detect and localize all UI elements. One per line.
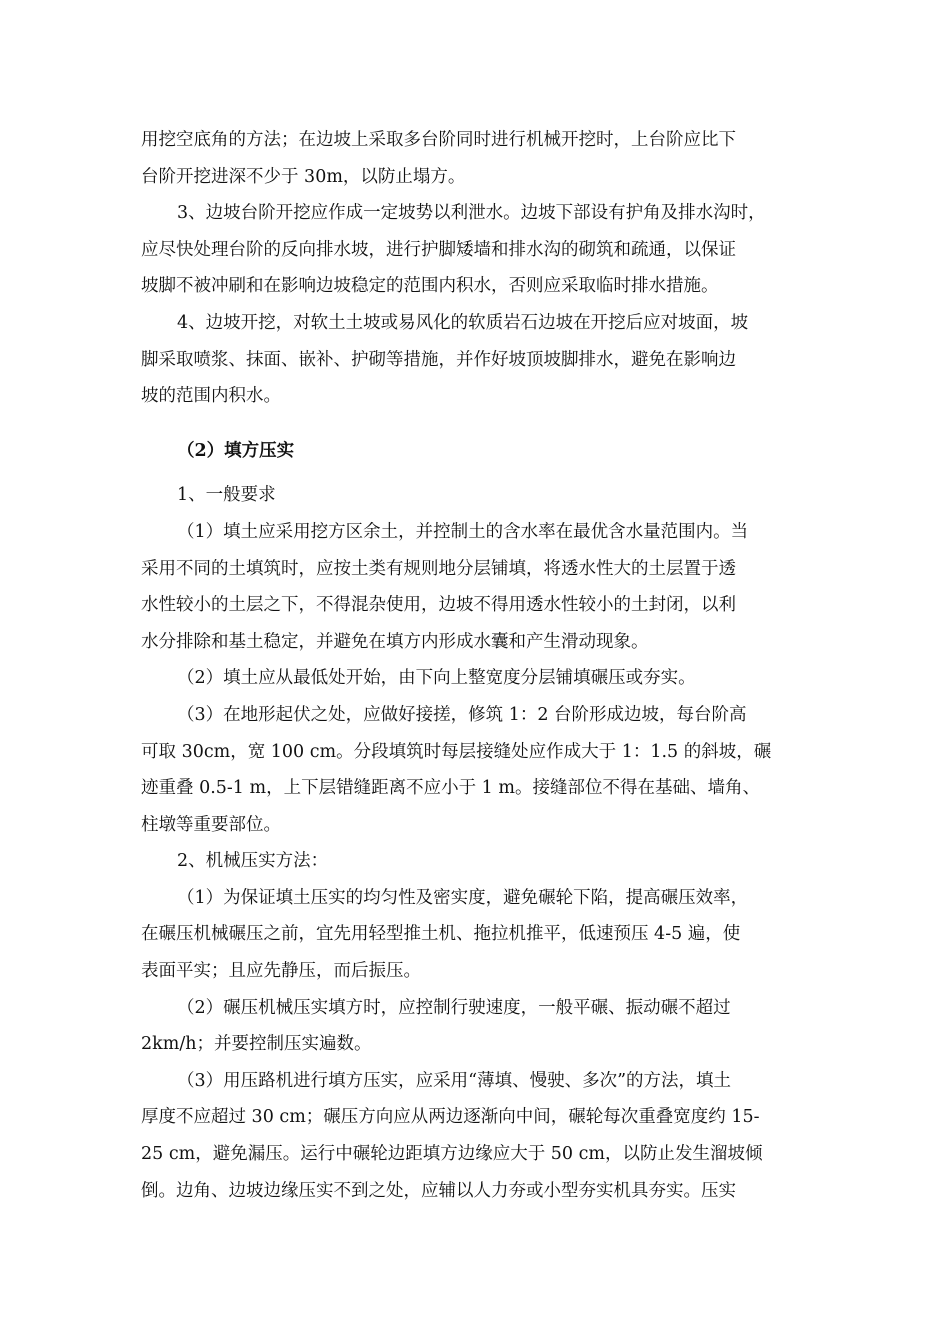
text-line: （3）在地形起伏之处，应做好接搓，修筑 1：2 台阶形成边坡，每台阶高: [177, 704, 747, 725]
text-line: 3、边坡台阶开挖应作成一定坡势以利泄水。边坡下部设有护角及排水沟时，: [177, 203, 766, 224]
text-line: 在碾压机械碾压之前，宜先用轻型推土机、拖拉机推平，低速预压 4-5 遍，使: [141, 924, 741, 945]
text-line: 水分排除和基土稳定，并避免在填方内形成水囊和产生滑动现象。: [141, 631, 649, 652]
text-line: （2）填土应从最低处开始，由下向上整宽度分层铺填碾压或夯实。: [177, 668, 696, 689]
text-line: 25 cm，避免漏压。运行中碾轮边距填方边缘应大于 50 cm，以防止发生溜坡倾: [141, 1144, 763, 1165]
text-line: 可取 30cm，宽 100 cm。分段填筑时每层接缝处应作成大于 1：1.5 的斜坡，碾: [141, 741, 772, 762]
text-line: 4、边坡开挖，对软土土坡或易风化的软质岩石边坡在开挖后应对坡面，坡: [177, 312, 749, 333]
text-line: 应尽快处理台阶的反向排水坡，进行护脚矮墙和排水沟的砌筑和疏通，以保证: [141, 239, 736, 260]
text-line: 水性较小的土层之下，不得混杂使用，边坡不得用透水性较小的土封闭，以利: [141, 595, 736, 616]
text-line: 坡的范围内积水。: [141, 386, 281, 407]
text-line: 表面平实；且应先静压，而后振压。: [141, 961, 421, 982]
section-heading: （2）填方压实: [177, 440, 295, 461]
text-line: 迹重叠 0.5-1 m，上下层错缝距离不应小于 1 m。接缝部位不得在基础、墙角、: [141, 778, 760, 799]
text-line: （1）为保证填土压实的均匀性及密实度，避免碾轮下陷，提高碾压效率，: [177, 887, 749, 908]
document-body: [141, 122, 811, 1209]
text-line: （1）填土应采用挖方区余土，并控制土的含水率在最优含水量范围内。当: [177, 521, 749, 542]
text-line: 台阶开挖进深不少于 30m，以防止塌方。: [141, 166, 466, 187]
text-line: 2km/h；并要控制压实遍数。: [141, 1034, 372, 1055]
text-line: （2）碾压机械压实填方时，应控制行驶速度，一般平碾、振动碾不超过: [177, 997, 731, 1018]
text-line: 倒。边角、边坡边缘压实不到之处，应辅以人力夯或小型夯实机具夯实。压实: [141, 1180, 736, 1201]
text-line: 坡脚不被冲刷和在影响边坡稳定的范围内积水，否则应采取临时排水措施。: [141, 276, 719, 297]
text-line: 采用不同的土填筑时，应按土类有规则地分层铺填，将透水性大的土层置于透: [141, 558, 736, 579]
text-line: （3）用压路机进行填方压实，应采用“薄填、慢驶、多次”的方法，填土: [177, 1070, 732, 1091]
text-line: 柱墩等重要部位。: [141, 814, 281, 835]
subsection-title: 1、一般要求: [177, 485, 276, 506]
subsection-title: 2、机械压实方法：: [177, 851, 329, 872]
text-line: 脚采取喷浆、抹面、嵌补、护砌等措施，并作好坡顶坡脚排水，避免在影响边: [141, 349, 736, 370]
text-line: 用挖空底角的方法；在边坡上采取多台阶同时进行机械开挖时，上台阶应比下: [141, 130, 736, 150]
text-line: 厚度不应超过 30 cm；碾压方向应从两边逐渐向中间，碾轮每次重叠宽度约 15-: [141, 1107, 760, 1128]
